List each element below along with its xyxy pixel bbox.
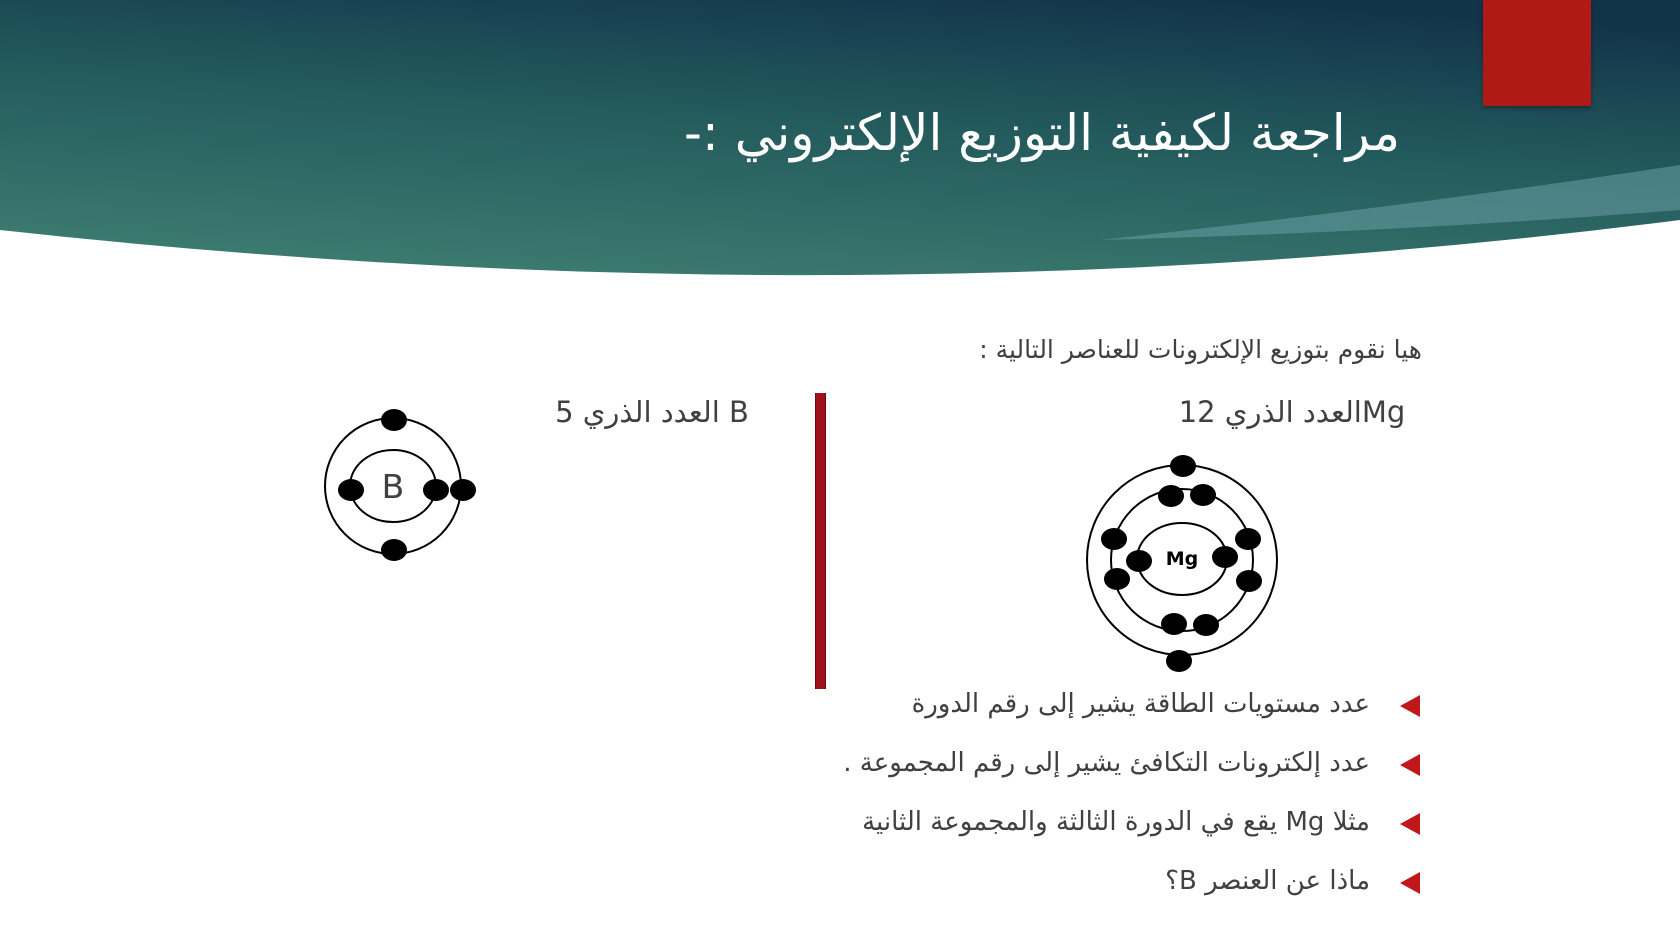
- mg-nucleus-symbol: Mg: [1165, 548, 1199, 570]
- electron: [1170, 455, 1196, 477]
- triangle-bullet-icon: [1400, 754, 1420, 776]
- mg-atomic-number-label: Mgالعدد الذري 12: [1178, 395, 1406, 429]
- bullet-text: عدد مستويات الطاقة يشير إلى رقم الدورة: [911, 689, 1370, 719]
- intro-text: هيا نقوم بتوزيع الإلكترونات للعناصر التالية :: [979, 335, 1422, 364]
- electron: [1236, 570, 1262, 592]
- electron: [1104, 568, 1130, 590]
- electron: [1193, 614, 1219, 636]
- electron: [338, 479, 364, 501]
- triangle-bullet-icon: [1400, 872, 1420, 894]
- electron: [1212, 546, 1238, 568]
- triangle-bullet-icon: [1400, 813, 1420, 835]
- bullet-text: ماذا عن العنصر B؟: [1165, 866, 1370, 896]
- bullet-item: [602, 804, 1422, 863]
- triangle-bullet-icon: [1400, 695, 1420, 717]
- electron: [1166, 650, 1192, 672]
- electron: [1190, 484, 1216, 506]
- electron: [423, 479, 449, 501]
- electron: [1235, 528, 1261, 550]
- title-accent-block: [1483, 0, 1591, 106]
- electron: [381, 409, 407, 431]
- boron-nucleus-symbol: B: [381, 467, 405, 506]
- bullet-text: عدد إلكترونات التكافئ يشير إلى رقم المجموعة .: [843, 748, 1370, 778]
- bullet-item: [602, 686, 1422, 745]
- bullet-text: مثلا Mg يقع في الدورة الثالثة والمجموعة الثانية: [862, 807, 1370, 837]
- b-atomic-number-label: B العدد الذري 5: [555, 395, 749, 429]
- electron: [1158, 485, 1184, 507]
- vertical-divider: [815, 393, 826, 689]
- electron: [1161, 613, 1187, 635]
- bullet-list: [602, 686, 1422, 922]
- electron: [1101, 528, 1127, 550]
- electron: [1126, 550, 1152, 572]
- bullet-item: [602, 863, 1422, 922]
- slide-title: مراجعة لكيفية التوزيع الإلكتروني :-: [683, 104, 1400, 162]
- magnesium-atom-diagram: [1080, 455, 1280, 675]
- bullet-item: [602, 745, 1422, 804]
- boron-atom-diagram: [315, 402, 485, 572]
- electron: [381, 539, 407, 561]
- electron: [450, 479, 476, 501]
